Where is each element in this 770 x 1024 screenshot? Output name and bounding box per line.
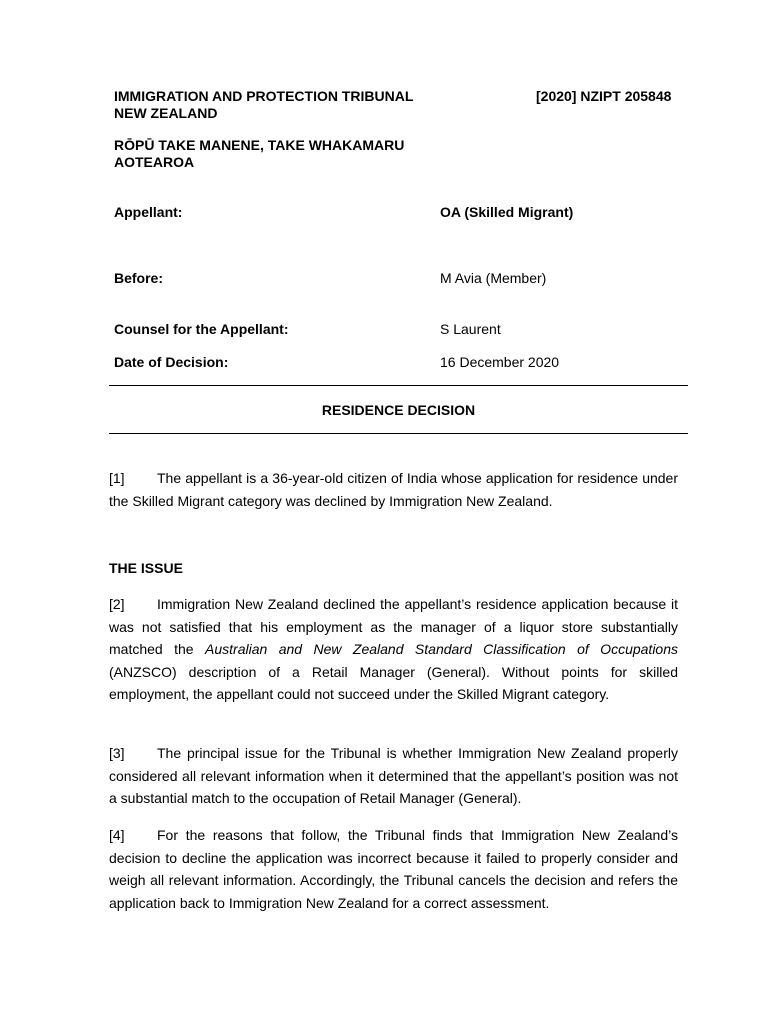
decision-title: RESIDENCE DECISION bbox=[321, 402, 476, 418]
decision-date-value: 16 December 2020 bbox=[440, 354, 560, 370]
tribunal-name-line2: NEW ZEALAND bbox=[114, 105, 218, 121]
paragraph-number: [1] bbox=[109, 470, 125, 486]
paragraph-number: [2] bbox=[109, 596, 125, 612]
tribunal-name-line1: IMMIGRATION AND PROTECTION TRIBUNAL bbox=[114, 88, 414, 104]
case-citation: [2020] NZIPT 205848 bbox=[536, 88, 672, 104]
section-heading-issue: THE ISSUE bbox=[109, 560, 183, 576]
maori-name-line1: RŌPŪ TAKE MANENE, TAKE WHAKAMARU bbox=[114, 137, 405, 153]
tribunal-name bbox=[114, 88, 413, 122]
maori-name-line2: AOTEAROA bbox=[114, 154, 195, 170]
appellant-value: OA (Skilled Migrant) bbox=[440, 204, 574, 220]
paragraph-3 bbox=[109, 742, 678, 810]
paragraph-2 bbox=[109, 593, 678, 706]
paragraph-number: [3] bbox=[109, 745, 125, 761]
top-divider bbox=[109, 385, 688, 386]
counsel-value: S Laurent bbox=[440, 321, 501, 337]
paragraph-text: The principal issue for the Tribunal is whether Immigration New Zealand properly considered all relevant information when it determined that the appellant’s position was not a substantial match to the occupation of Retail Manager (General). bbox=[109, 745, 678, 806]
decision-date-label: Date of Decision: bbox=[114, 354, 229, 370]
before-value: M Avia (Member) bbox=[440, 270, 547, 286]
paragraph-4 bbox=[109, 824, 678, 914]
counsel-label: Counsel for the Appellant: bbox=[114, 321, 289, 337]
paragraph-text: The appellant is a 36-year-old citizen of India whose application for residence under the Skilled Migrant category was declined by Immigration New Zealand. bbox=[109, 470, 678, 509]
anzsco-title: Australian and New Zealand Standard Classification of Occupations bbox=[205, 641, 679, 657]
paragraph-text-cont: (ANZSCO) description of a Retail Manager (General). Without points for skilled employment, the appellant could not succeed under the Skilled Migrant category. bbox=[109, 663, 678, 702]
before-label: Before: bbox=[114, 270, 164, 286]
paragraph-text: For the reasons that follow, the Tribunal finds that Immigration New Zealand’s decision to decline the application was incorrect because it failed to properly consider and weigh all relevant information. Accordingly, the Tribunal cancels the decision and refers the application back to Immigration New Zealand for a correct assessment. bbox=[109, 827, 678, 911]
paragraph-text: Immigration New Zealand declined the appellant’s residence application because it was not satisfied that his employment as the manager of a liquor store substantially matched the bbox=[109, 596, 678, 657]
maori-tribunal-name bbox=[114, 137, 404, 171]
bottom-divider bbox=[109, 433, 688, 434]
paragraph-1 bbox=[109, 467, 678, 512]
appellant-label: Appellant: bbox=[114, 204, 183, 220]
paragraph-number: [4] bbox=[109, 827, 125, 843]
